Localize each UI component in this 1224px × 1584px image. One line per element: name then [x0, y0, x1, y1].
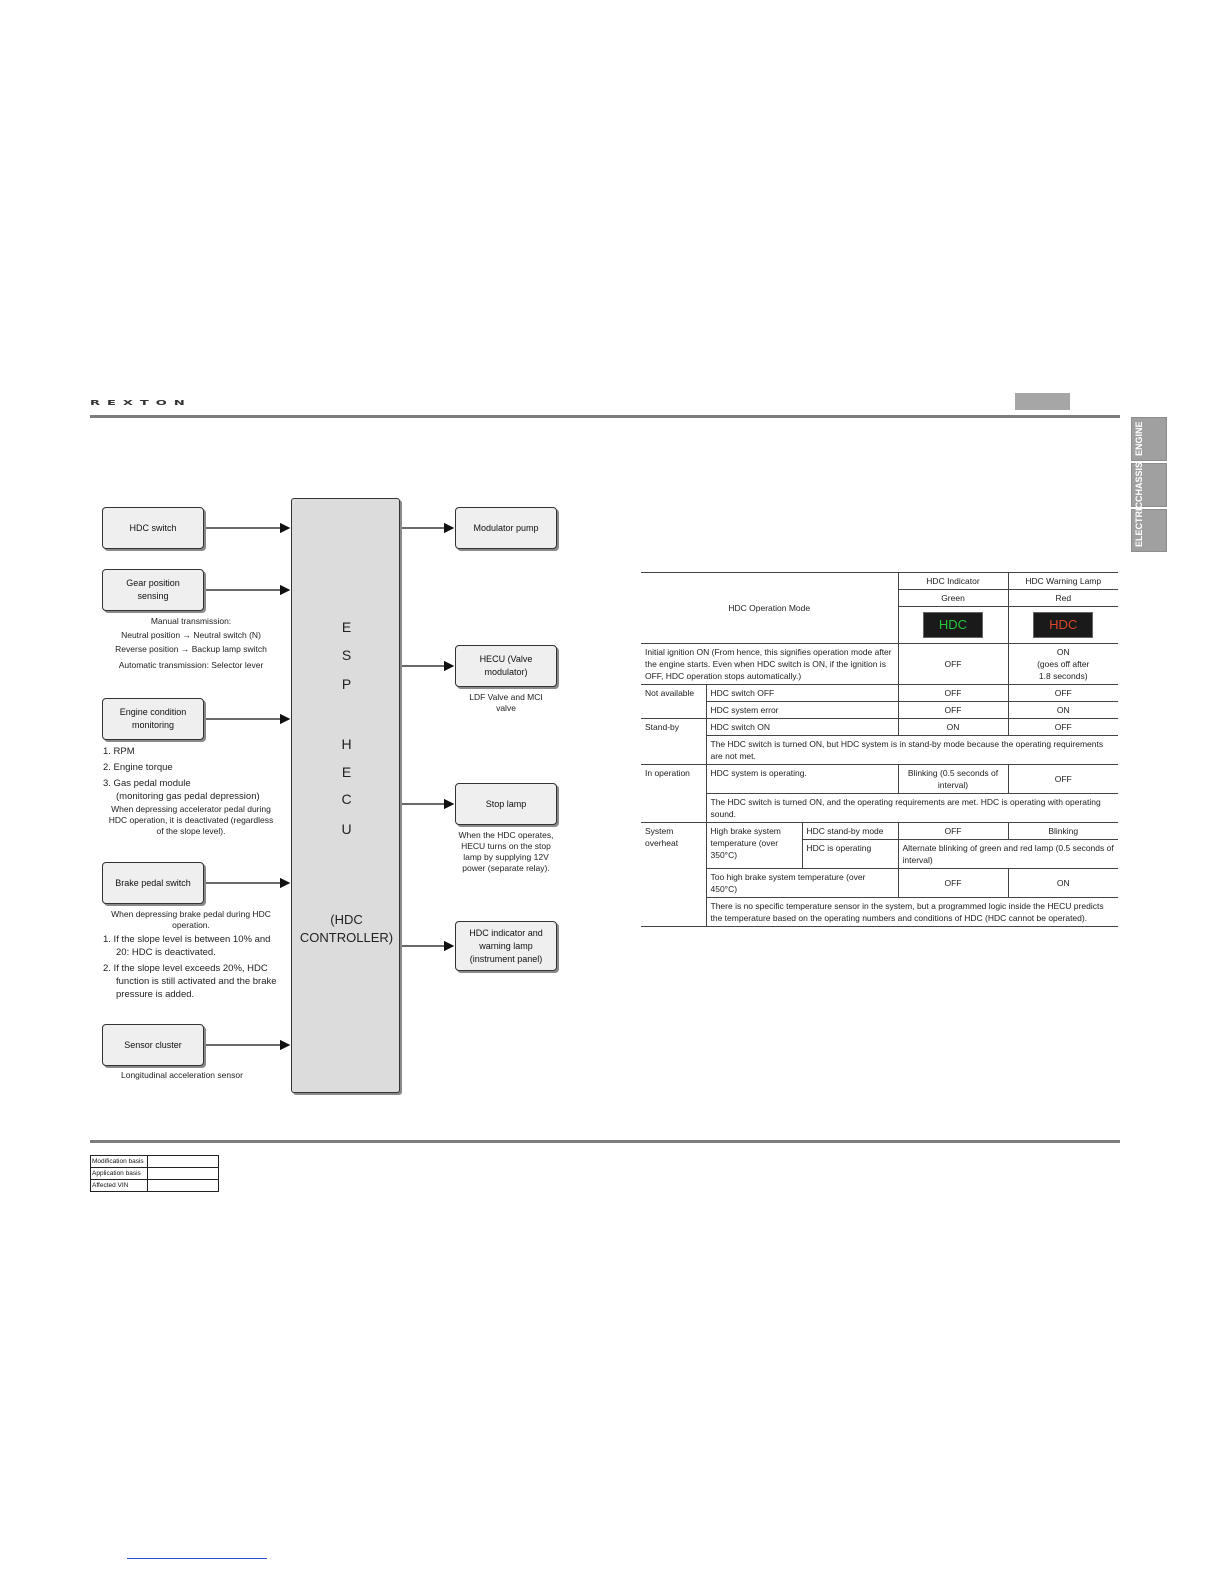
controller-footer-line1: (HDC — [330, 912, 363, 927]
controller-letter: E — [341, 619, 352, 635]
hdc-switch-off-indicator: OFF — [898, 685, 1008, 702]
modulator-pump-label: Modulator pump — [473, 522, 539, 533]
initial-warning: ON (goes off after 1.8 seconds) — [1008, 644, 1118, 685]
revision-table — [90, 1155, 219, 1192]
warning-lamp-cell — [1008, 607, 1118, 644]
indicator-lamp-cell — [898, 607, 1008, 644]
standby-warning: OFF — [1008, 719, 1118, 736]
gear-note-line: Automatic transmission: Selector lever — [118, 660, 264, 670]
hdc-indicator-label: HDC indicator and warning lamp (instrument panel) — [469, 927, 543, 964]
stop-lamp-box — [455, 783, 557, 825]
system-overheat-label: System overheat — [641, 823, 706, 927]
controller-letter: P — [341, 676, 352, 692]
rexton-logo: REXTON — [90, 399, 192, 408]
overheat-note: There is no specific temperature sensor in the system, but a programmed logic inside the HECU predicts the temperature based on the operating numbers and conditions of HDC (HDC cannot be operated). — [706, 898, 1118, 927]
hdc-switch-box — [102, 507, 204, 549]
engine-list-item: 2. Engine torque — [103, 762, 173, 773]
indicator-header: HDC Indicator — [898, 573, 1008, 590]
engine-condition-label: Engine condition monitoring — [119, 707, 187, 730]
controller-letter: E — [341, 764, 352, 780]
hdc-green-lamp-icon: HDC — [923, 612, 983, 638]
header-page-box — [1015, 393, 1070, 410]
brake-list-item: 2. If the slope level exceeds 20%, HDC function is still activated and the brake pressure is added. — [103, 963, 277, 1000]
high-temp-cond: High brake system temperature (over 350°C) — [706, 823, 802, 869]
engine-condition-list — [103, 745, 283, 803]
system-error-warning: ON — [1008, 702, 1118, 719]
engine-list-item: 1. RPM — [103, 746, 135, 757]
revision-value — [148, 1156, 219, 1168]
standby-label: Stand-by — [641, 719, 706, 765]
controller-letter: U — [341, 821, 352, 837]
warning-color: Red — [1008, 590, 1118, 607]
footer-link[interactable] — [127, 1558, 267, 1559]
gear-position-box — [102, 569, 204, 611]
tab-electric-label: ELECTRIC — [1134, 502, 1144, 547]
warning-header: HDC Warning Lamp — [1008, 573, 1118, 590]
hdc-switch-off-cond: HDC switch OFF — [706, 685, 898, 702]
tab-chassis[interactable] — [1131, 463, 1167, 507]
tab-engine[interactable] — [1131, 417, 1167, 461]
revision-label: Affected VIN — [91, 1180, 148, 1192]
revision-value — [148, 1180, 219, 1192]
initial-indicator: OFF — [898, 644, 1008, 685]
indicator-color: Green — [898, 590, 1008, 607]
hdc-switch-label: HDC switch — [129, 522, 177, 533]
gear-note-line: Neutral position → Neutral switch (N) — [121, 630, 261, 640]
too-high-indicator: OFF — [898, 869, 1008, 898]
engine-list-item: 3. Gas pedal module — [103, 778, 191, 789]
gear-position-label: Gear position sensing — [126, 578, 180, 601]
initial-ignition-desc: Initial ignition ON (From hence, this signifies operation mode after the engine starts. Even when HDC switch is ON, if the ignition is OFF, HDC operation stops automatically.) — [641, 644, 898, 685]
hecu-valve-box — [455, 645, 557, 687]
brake-pedal-label: Brake pedal switch — [115, 877, 191, 888]
system-error-cond: HDC system error — [706, 702, 898, 719]
hdc-switch-off-warning: OFF — [1008, 685, 1118, 702]
controller-letter: H — [341, 736, 352, 752]
revision-label: Application basis — [91, 1168, 148, 1180]
tab-chassis-label: CHASSIS — [1134, 461, 1144, 502]
stop-lamp-label: Stop lamp — [485, 798, 527, 809]
in-operation-indicator: Blinking (0.5 seconds of interval) — [898, 765, 1008, 794]
tab-engine-label: ENGINE — [1134, 421, 1144, 456]
in-operation-label: In operation — [641, 765, 706, 823]
controller-letter: C — [341, 791, 352, 807]
system-error-indicator: OFF — [898, 702, 1008, 719]
sensor-cluster-label: Sensor cluster — [124, 1039, 182, 1050]
gear-note-line: Manual transmission: — [150, 616, 232, 626]
engine-list-item-detail: (monitoring gas pedal depression) — [116, 791, 260, 802]
brake-pedal-box — [102, 862, 204, 904]
hecu-valve-label: HECU (Valve modulator) — [479, 654, 533, 677]
standby-note: The HDC switch is turned ON, but HDC system is in stand-by mode because the operating requirements are not met. — [706, 736, 1118, 765]
sensor-cluster-box — [102, 1024, 204, 1066]
brake-intro-note: When depressing brake pedal during HDC operation. — [111, 909, 271, 930]
in-operation-warning: OFF — [1008, 765, 1118, 794]
brake-list-item: 1. If the slope level is between 10% and 20: HDC is deactivated. — [103, 934, 271, 958]
brake-conditions-list — [103, 933, 285, 1001]
standby-indicator: ON — [898, 719, 1008, 736]
revision-label: Modification basis — [91, 1156, 148, 1168]
not-available-label: Not available — [641, 685, 706, 719]
controller-letter: S — [341, 647, 352, 663]
sensor-cluster-note: Longitudinal acceleration sensor — [121, 1070, 243, 1080]
mode-header: HDC Operation Mode — [641, 573, 898, 644]
tab-electric[interactable] — [1131, 502, 1167, 552]
controller-footer-line2: CONTROLLER) — [299, 930, 394, 945]
hdc-indicator-box — [455, 921, 557, 971]
revision-value — [148, 1168, 219, 1180]
modulator-pump-box — [455, 507, 557, 549]
overheat-operating-state: Alternate blinking of green and red lamp (0.5 seconds of interval) — [898, 840, 1118, 869]
header-rule — [90, 415, 1120, 418]
too-high-warning: ON — [1008, 869, 1118, 898]
too-high-temp-cond: Too high brake system temperature (over 450°C) — [706, 869, 898, 898]
hdc-operation-mode-table — [641, 572, 1118, 927]
overheat-operating: HDC is operating — [802, 840, 898, 869]
overheat-standby-mode: HDC stand-by mode — [802, 823, 898, 840]
engine-condition-box — [102, 698, 204, 740]
hecu-valve-note: LDF Valve and MCI valve — [469, 692, 543, 713]
esp-hecu-controller — [291, 498, 400, 1093]
overheat-standby-warning: Blinking — [1008, 823, 1118, 840]
gear-note-line: Reverse position → Backup lamp switch — [115, 644, 267, 654]
hdc-red-lamp-icon: HDC — [1033, 612, 1093, 638]
in-operation-note: The HDC switch is turned ON, and the operating requirements are met. HDC is operating with operating sound. — [706, 794, 1118, 823]
gear-position-notes — [100, 616, 282, 671]
stop-lamp-note: When the HDC operates, HECU turns on the stop lamp by supplying 12V power (separate relay). — [458, 830, 554, 873]
in-operation-cond: HDC system is operating. — [706, 765, 898, 794]
standby-cond: HDC switch ON — [706, 719, 898, 736]
overheat-standby-indicator: OFF — [898, 823, 1008, 840]
footer-rule — [90, 1140, 1120, 1143]
engine-accelerator-note: When depressing accelerator pedal during HDC operation, it is deactivated (regardless of the slope level). — [108, 804, 274, 836]
